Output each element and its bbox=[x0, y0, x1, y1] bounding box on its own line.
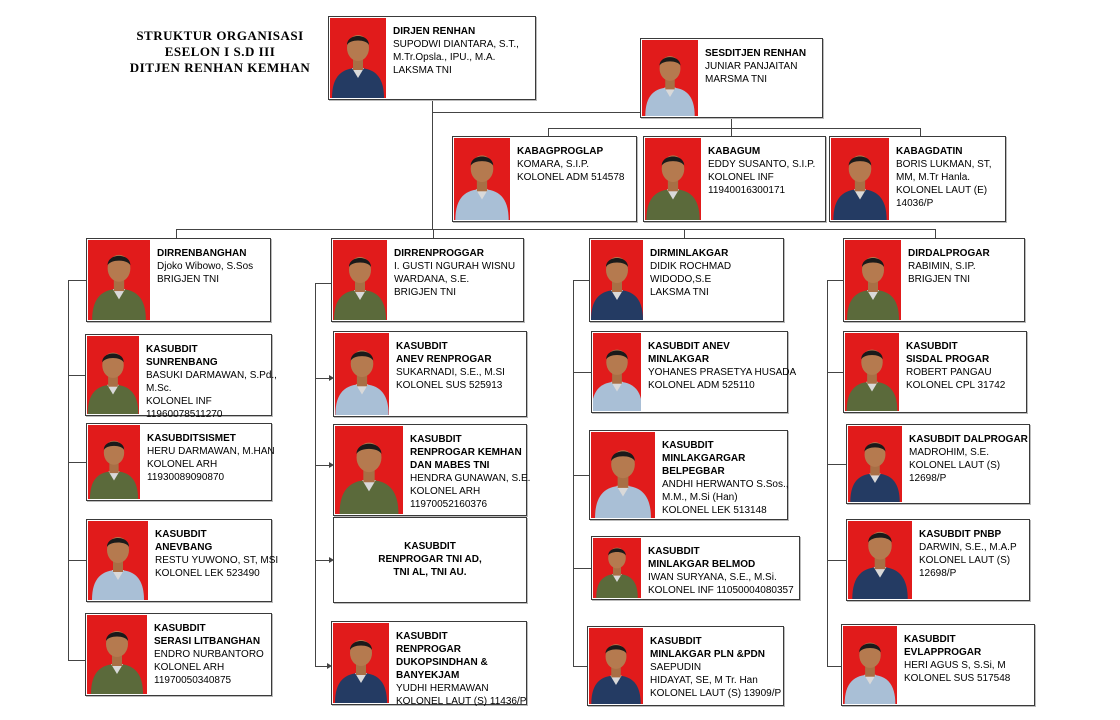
org-box-dirdalprogar bbox=[843, 238, 1025, 322]
org-box-pnbp bbox=[846, 519, 1030, 601]
position-title: DUKOPSINDHAN & bbox=[396, 657, 488, 668]
org-box-text bbox=[396, 340, 524, 392]
position-title: ANEV RENPROGAR bbox=[396, 354, 492, 365]
portrait-photo bbox=[88, 425, 140, 499]
connector bbox=[68, 660, 85, 661]
position-title: KASUBDIT bbox=[396, 341, 448, 352]
org-box-text bbox=[662, 439, 789, 517]
person-silhouette-icon bbox=[88, 521, 148, 600]
title-line-2: ESELON I S.D III bbox=[164, 44, 276, 59]
connector bbox=[920, 128, 921, 136]
org-box-text bbox=[650, 635, 781, 700]
org-box-dirrenproggar bbox=[331, 238, 524, 322]
officer-detail: IWAN SURYANA, S.E., M.Si. bbox=[648, 572, 777, 583]
officer-detail: KOLONEL CPL 31742 bbox=[906, 380, 1006, 391]
officer-detail: M.Sc. bbox=[146, 383, 172, 394]
position-title: ANEVBANG bbox=[155, 542, 213, 553]
portrait-photo bbox=[845, 240, 901, 320]
org-box-text bbox=[394, 247, 521, 299]
officer-detail: KOLONEL INF bbox=[708, 172, 774, 183]
officer-detail: 11970050340875 bbox=[154, 675, 232, 686]
officer-detail: ENDRO NURBANTORO bbox=[154, 649, 264, 660]
position-title: DIRMINLAKGAR bbox=[650, 248, 729, 259]
position-title: SERASI LITBANGHAN bbox=[154, 636, 261, 647]
position-title: KASUBDIT bbox=[650, 636, 702, 647]
position-title: SESDITJEN RENHAN bbox=[705, 48, 807, 59]
person-silhouette-icon bbox=[593, 538, 641, 598]
position-title: KASUBDIT DALPROGAR bbox=[909, 434, 1028, 445]
officer-detail: KOLONEL LAUT (S) 13909/P bbox=[650, 688, 782, 699]
connector bbox=[176, 229, 936, 230]
connector bbox=[68, 375, 85, 376]
officer-detail: KOLONEL LAUT (S) bbox=[919, 555, 1011, 566]
org-box-text bbox=[919, 528, 1027, 580]
org-box-renprogarkemhan bbox=[333, 424, 531, 516]
connector bbox=[573, 666, 587, 667]
officer-detail: KOLONEL LAUT (S) bbox=[909, 460, 1001, 471]
org-box-sisdalprogar bbox=[843, 331, 1027, 413]
person-silhouette-icon bbox=[843, 626, 897, 704]
officer-detail: M.Tr.Opsla., IPU., M.A. bbox=[393, 52, 496, 63]
position-title: MINLAKGARGAR bbox=[662, 453, 746, 464]
position-title: RENPROGAR bbox=[396, 644, 462, 655]
connector bbox=[573, 475, 589, 476]
officer-detail: 11940016300171 bbox=[708, 185, 786, 196]
position-title: BANYEKJAM bbox=[396, 670, 460, 681]
connector bbox=[315, 560, 329, 561]
org-box-text bbox=[648, 545, 797, 597]
person-silhouette-icon bbox=[330, 18, 386, 98]
connector bbox=[573, 568, 591, 569]
officer-detail: M.M., M.Si (Han) bbox=[662, 492, 738, 503]
person-silhouette-icon bbox=[848, 521, 912, 599]
connector bbox=[315, 378, 329, 379]
position-title: DIRJEN RENHAN bbox=[393, 26, 476, 37]
officer-detail: LAKSMA TNI bbox=[393, 65, 452, 76]
connector bbox=[315, 465, 329, 466]
org-box-belpegbar bbox=[589, 430, 788, 520]
person-silhouette-icon bbox=[333, 623, 389, 703]
org-box-dukopsindhan bbox=[331, 621, 527, 705]
position-title: SUNRENBANG bbox=[146, 357, 218, 368]
connector bbox=[68, 462, 86, 463]
officer-detail: EDDY SUSANTO, S.I.P. bbox=[708, 159, 816, 170]
portrait-photo bbox=[330, 18, 386, 98]
org-box-plnpdn bbox=[587, 626, 784, 706]
position-title: MINLAKGAR BELMOD bbox=[648, 559, 756, 570]
connector bbox=[827, 372, 843, 373]
officer-detail: ROBERT PANGAU bbox=[906, 367, 992, 378]
connector bbox=[827, 666, 841, 667]
officer-detail: Djoko Wibowo, S.Sos bbox=[157, 261, 254, 272]
connector bbox=[315, 283, 331, 284]
position-title: KASUBDIT ANEV bbox=[648, 341, 730, 352]
connector bbox=[731, 118, 732, 128]
portrait-photo bbox=[589, 628, 643, 704]
person-silhouette-icon bbox=[87, 336, 139, 414]
org-box-text bbox=[147, 432, 275, 484]
person-silhouette-icon bbox=[88, 425, 140, 499]
connector bbox=[68, 280, 69, 660]
portrait-photo bbox=[831, 138, 889, 220]
org-box-text bbox=[517, 145, 634, 184]
person-silhouette-icon bbox=[88, 240, 150, 320]
officer-detail: KOLONEL LAUT (S) 11436/P bbox=[396, 696, 527, 707]
portrait-photo bbox=[454, 138, 510, 220]
officer-detail: MADROHIM, S.E. bbox=[909, 447, 990, 458]
position-title: KASUBDIT bbox=[904, 634, 956, 645]
officer-detail: HERU DARMAWAN, M.HAN bbox=[147, 446, 275, 457]
position-title: TNI AL, TNI AU. bbox=[393, 567, 467, 578]
position-title: KASUBDIT bbox=[648, 546, 700, 557]
position-title: KABAGUM bbox=[708, 146, 761, 157]
org-box-text bbox=[909, 433, 1027, 485]
org-box-anevminlakgar bbox=[591, 331, 797, 413]
officer-detail: 14036/P bbox=[896, 198, 934, 209]
connector bbox=[432, 112, 640, 113]
connector bbox=[548, 128, 549, 136]
position-title: KASUBDIT bbox=[155, 529, 207, 540]
officer-detail: SUPODWI DIANTARA, S.T., bbox=[393, 39, 519, 50]
org-box-text bbox=[904, 633, 1032, 685]
officer-detail: YOHANES PRASETYA HUSADA bbox=[648, 367, 797, 378]
org-box-text bbox=[334, 540, 526, 579]
officer-detail: HERI AGUS S, S.Si, M bbox=[904, 660, 1006, 671]
position-title: KABAGPROGLAP bbox=[517, 146, 604, 157]
officer-detail: KOLONEL ADM 514578 bbox=[517, 172, 625, 183]
connector bbox=[68, 280, 86, 281]
org-box-text bbox=[650, 247, 781, 299]
portrait-photo bbox=[87, 336, 139, 414]
title-line-1: STRUKTUR ORGANISASI bbox=[136, 28, 304, 43]
org-box-text bbox=[708, 145, 823, 197]
org-box-text bbox=[908, 247, 1022, 286]
officer-detail: WARDANA, S.E. bbox=[394, 274, 470, 285]
connector bbox=[68, 560, 86, 561]
portrait-photo bbox=[333, 623, 389, 703]
org-box-text bbox=[896, 145, 1003, 210]
org-box-text bbox=[393, 25, 533, 77]
title-line-3: DITJEN RENHAN KEMHAN bbox=[129, 60, 311, 75]
portrait-photo bbox=[335, 426, 403, 514]
officer-detail: 11970052160376 bbox=[410, 499, 488, 510]
officer-detail: KOLONEL ARH bbox=[154, 662, 225, 673]
position-title: DIRDALPROGAR bbox=[908, 248, 990, 259]
portrait-photo bbox=[88, 240, 150, 320]
officer-detail: BRIGJEN TNI bbox=[908, 274, 971, 285]
officer-detail: KOLONEL INF bbox=[146, 396, 212, 407]
person-silhouette-icon bbox=[645, 138, 701, 220]
position-title: RENPROGAR KEMHAN bbox=[410, 447, 522, 458]
position-title: KASUBDIT PNBP bbox=[919, 529, 1002, 540]
org-box-text bbox=[155, 528, 279, 580]
person-silhouette-icon bbox=[831, 138, 889, 220]
connector bbox=[731, 128, 732, 136]
org-box-dirminlakgar bbox=[589, 238, 784, 322]
officer-detail: 11930089090870 bbox=[147, 472, 225, 483]
connector bbox=[548, 128, 920, 129]
org-box-sismet bbox=[86, 423, 275, 501]
officer-detail: KOLONEL SUS 525913 bbox=[396, 380, 503, 391]
connector bbox=[935, 229, 936, 238]
officer-detail: BORIS LUKMAN, ST, bbox=[896, 159, 992, 170]
person-silhouette-icon bbox=[848, 426, 902, 502]
portrait-photo bbox=[591, 240, 643, 320]
connector bbox=[176, 229, 177, 238]
officer-detail: KOLONEL ARH bbox=[147, 459, 218, 470]
org-box-text bbox=[648, 340, 797, 392]
org-box-evlapprogar bbox=[841, 624, 1035, 706]
position-title: KASUBDIT bbox=[404, 541, 456, 552]
portrait-photo bbox=[87, 615, 147, 694]
org-box-text bbox=[906, 340, 1024, 392]
person-silhouette-icon bbox=[454, 138, 510, 220]
person-silhouette-icon bbox=[591, 240, 643, 320]
officer-detail: SUKARNADI, S.E., M.SI bbox=[396, 367, 505, 378]
position-title: KABAGDATIN bbox=[896, 146, 963, 157]
org-box-anevrenprogar bbox=[333, 331, 527, 417]
officer-detail: SAEPUDIN bbox=[650, 662, 702, 673]
position-title: KASUBDIT bbox=[154, 623, 206, 634]
officer-detail: MARSMA TNI bbox=[705, 74, 768, 85]
position-title: KASUBDITSISMET bbox=[147, 433, 236, 444]
connector bbox=[573, 280, 589, 281]
portrait-photo bbox=[848, 426, 902, 502]
officer-detail: RABIMIN, S.IP. bbox=[908, 261, 976, 272]
officer-detail: I. GUSTI NGURAH WISNU bbox=[394, 261, 516, 272]
org-box-anevbang bbox=[86, 519, 279, 602]
org-box-serasi bbox=[85, 613, 272, 696]
org-box-text bbox=[154, 622, 269, 687]
connector bbox=[315, 283, 316, 666]
person-silhouette-icon bbox=[335, 426, 403, 514]
portrait-photo bbox=[642, 40, 698, 116]
officer-detail: 12698/P bbox=[909, 473, 947, 484]
position-title: KASUBDIT bbox=[410, 434, 462, 445]
connector bbox=[684, 229, 685, 238]
org-box-kabagproglap bbox=[452, 136, 637, 222]
org-box-text bbox=[396, 630, 527, 708]
officer-detail: BASUKI DARMAWAN, S.Pd., bbox=[146, 370, 277, 381]
portrait-photo bbox=[645, 138, 701, 220]
position-title: SISDAL PROGAR bbox=[906, 354, 990, 365]
position-title: RENPROGAR TNI AD, bbox=[378, 554, 482, 565]
person-silhouette-icon bbox=[642, 40, 698, 116]
connector bbox=[433, 229, 434, 238]
org-box-kabagdatin bbox=[829, 136, 1006, 222]
officer-detail: KOLONEL INF 11050004080357 bbox=[648, 585, 794, 596]
officer-detail: DIDIK ROCHMAD bbox=[650, 261, 732, 272]
officer-detail: HIDAYAT, SE, M Tr. Han bbox=[650, 675, 758, 686]
org-box-sesditjen bbox=[640, 38, 823, 118]
position-title: DAN MABES TNI bbox=[410, 460, 490, 471]
portrait-photo bbox=[845, 333, 899, 411]
person-silhouette-icon bbox=[589, 628, 643, 704]
person-silhouette-icon bbox=[593, 333, 641, 411]
position-title: DIRRENPROGGAR bbox=[394, 248, 485, 259]
officer-detail: KOLONEL LAUT (E) bbox=[896, 185, 988, 196]
org-box-dirjen bbox=[328, 16, 536, 100]
position-title: EVLAPPROGAR bbox=[904, 647, 982, 658]
position-title: MINLAKGAR PLN &PDN bbox=[650, 649, 765, 660]
officer-detail: LAKSMA TNI bbox=[650, 287, 709, 298]
org-box-text bbox=[410, 433, 531, 511]
position-title: MINLAKGAR bbox=[648, 354, 710, 365]
officer-detail: JUNIAR PANJAITAN bbox=[705, 61, 798, 72]
officer-detail: 12698/P bbox=[919, 568, 957, 579]
org-box-dirrenbanghan bbox=[86, 238, 271, 322]
officer-detail: KOMARA, S.I.P. bbox=[517, 159, 590, 170]
org-box-text bbox=[146, 343, 277, 421]
officer-detail: HENDRA GUNAWAN, S.E. bbox=[410, 473, 531, 484]
connector bbox=[432, 100, 433, 230]
officer-detail: BRIGJEN TNI bbox=[394, 287, 457, 298]
officer-detail: 11960078511270 bbox=[146, 409, 223, 420]
officer-detail: RESTU YUWONO, ST, MSI bbox=[155, 555, 279, 566]
person-silhouette-icon bbox=[591, 432, 655, 518]
chart-title bbox=[100, 28, 340, 76]
connector bbox=[827, 280, 843, 281]
portrait-photo bbox=[591, 432, 655, 518]
position-title: KASUBDIT bbox=[146, 344, 198, 355]
position-title: KASUBDIT bbox=[662, 440, 714, 451]
officer-detail: KOLONEL SUS 517548 bbox=[904, 673, 1011, 684]
portrait-photo bbox=[593, 333, 641, 411]
position-title: KASUBDIT bbox=[396, 631, 448, 642]
org-box-text bbox=[705, 47, 820, 86]
officer-detail: KOLONEL LEK 513148 bbox=[662, 505, 767, 516]
portrait-photo bbox=[335, 333, 389, 415]
officer-detail: BRIGJEN TNI bbox=[157, 274, 220, 285]
connector bbox=[827, 560, 846, 561]
officer-detail: KOLONEL LEK 523490 bbox=[155, 568, 260, 579]
officer-detail: ANDHI HERWANTO S.Sos., bbox=[662, 479, 789, 490]
officer-detail: KOLONEL ARH bbox=[410, 486, 481, 497]
person-silhouette-icon bbox=[333, 240, 387, 320]
person-silhouette-icon bbox=[845, 333, 899, 411]
person-silhouette-icon bbox=[87, 615, 147, 694]
position-title: BELPEGBAR bbox=[662, 466, 725, 477]
portrait-photo bbox=[593, 538, 641, 598]
connector bbox=[573, 372, 591, 373]
connector bbox=[573, 280, 574, 666]
org-box-text bbox=[157, 247, 268, 286]
officer-detail: WIDODO,S.E bbox=[650, 274, 712, 285]
org-box-dalprogar bbox=[846, 424, 1030, 504]
person-silhouette-icon bbox=[335, 333, 389, 415]
officer-detail: MM, M.Tr Hanla. bbox=[896, 172, 971, 183]
org-box-renprogartni bbox=[333, 517, 527, 603]
position-title: DIRRENBANGHAN bbox=[157, 248, 247, 259]
portrait-photo bbox=[843, 626, 897, 704]
position-title: KASUBDIT bbox=[906, 341, 958, 352]
officer-detail: KOLONEL ADM 525110 bbox=[648, 380, 755, 391]
portrait-photo bbox=[333, 240, 387, 320]
connector bbox=[827, 280, 828, 666]
person-silhouette-icon bbox=[845, 240, 901, 320]
portrait-photo bbox=[88, 521, 148, 600]
org-box-sunrenbang bbox=[85, 334, 277, 420]
officer-detail: YUDHI HERMAWAN bbox=[396, 683, 489, 694]
org-box-kabagum bbox=[643, 136, 826, 222]
org-box-belmod bbox=[591, 536, 800, 600]
officer-detail: DARWIN, S.E., M.A.P bbox=[919, 542, 1017, 553]
portrait-photo bbox=[848, 521, 912, 599]
connector bbox=[827, 464, 846, 465]
